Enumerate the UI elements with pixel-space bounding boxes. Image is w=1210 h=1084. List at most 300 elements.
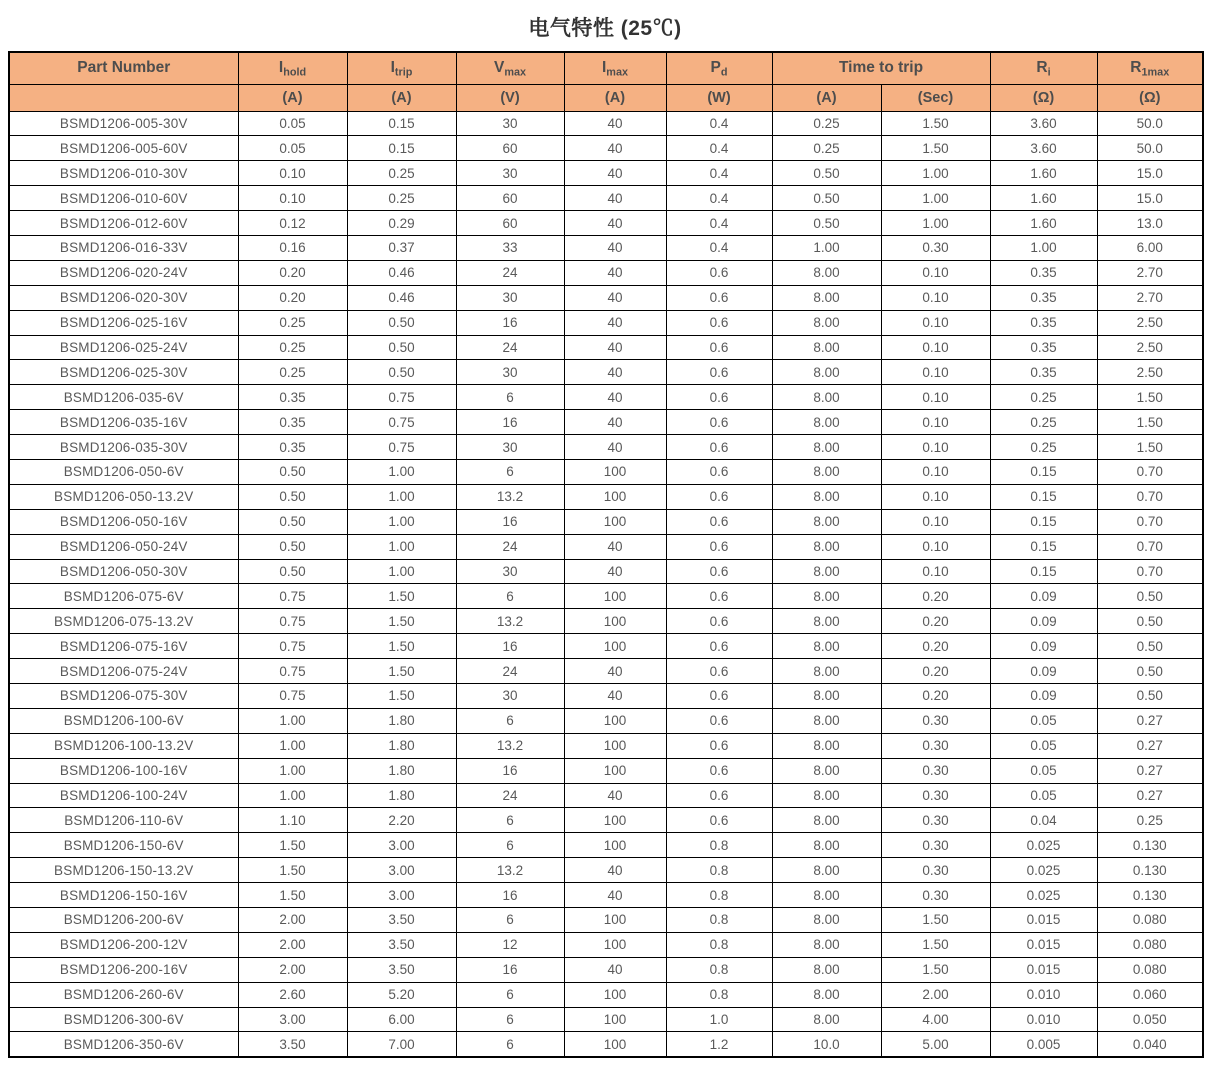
value-cell: 0.70 [1097, 509, 1203, 534]
value-cell: 0.35 [238, 385, 347, 410]
value-cell: 0.25 [238, 310, 347, 335]
part-number-cell: BSMD1206-075-13.2V [9, 609, 238, 634]
value-cell: 6.00 [1097, 235, 1203, 260]
col-header-time-to-trip: Time to trip [772, 52, 990, 84]
value-cell: 16 [456, 957, 564, 982]
value-cell: 0.09 [990, 584, 1097, 609]
value-cell: 100 [564, 484, 666, 509]
value-cell: 1.50 [881, 932, 990, 957]
value-cell: 2.00 [238, 932, 347, 957]
value-cell: 0.10 [238, 186, 347, 211]
value-cell: 40 [564, 335, 666, 360]
value-cell: 8.00 [772, 634, 881, 659]
value-cell: 1.50 [881, 111, 990, 136]
value-cell: 0.15 [347, 111, 456, 136]
part-number-cell: BSMD1206-100-24V [9, 783, 238, 808]
value-cell: 0.025 [990, 858, 1097, 883]
value-cell: 0.10 [881, 310, 990, 335]
part-number-cell: BSMD1206-075-6V [9, 584, 238, 609]
value-cell: 0.15 [990, 559, 1097, 584]
value-cell: 8.00 [772, 509, 881, 534]
header-units-row [9, 84, 1203, 111]
value-cell: 0.6 [666, 459, 772, 484]
value-cell: 1.00 [347, 559, 456, 584]
value-cell: 0.10 [881, 534, 990, 559]
value-cell: 1.80 [347, 783, 456, 808]
value-cell: 1.80 [347, 708, 456, 733]
table-header [9, 52, 1203, 111]
value-cell: 0.130 [1097, 883, 1203, 908]
value-cell: 0.50 [1097, 683, 1203, 708]
value-cell: 40 [564, 957, 666, 982]
value-cell: 8.00 [772, 260, 881, 285]
value-cell: 0.27 [1097, 733, 1203, 758]
value-cell: 8.00 [772, 833, 881, 858]
value-cell: 0.130 [1097, 833, 1203, 858]
value-cell: 0.25 [347, 161, 456, 186]
value-cell: 0.6 [666, 659, 772, 684]
value-cell: 0.70 [1097, 484, 1203, 509]
value-cell: 0.080 [1097, 932, 1203, 957]
value-cell: 0.6 [666, 310, 772, 335]
value-cell: 2.00 [881, 982, 990, 1007]
value-cell: 0.09 [990, 609, 1097, 634]
value-cell: 2.70 [1097, 285, 1203, 310]
part-number-cell: BSMD1206-150-13.2V [9, 858, 238, 883]
unit-itrip: (A) [347, 84, 456, 111]
value-cell: 0.8 [666, 957, 772, 982]
value-cell: 24 [456, 534, 564, 559]
value-cell: 0.35 [990, 335, 1097, 360]
value-cell: 1.00 [238, 758, 347, 783]
value-cell: 16 [456, 883, 564, 908]
value-cell: 0.010 [990, 982, 1097, 1007]
table-row [9, 1007, 1203, 1032]
value-cell: 0.75 [238, 683, 347, 708]
value-cell: 40 [564, 161, 666, 186]
value-cell: 0.8 [666, 833, 772, 858]
value-cell: 0.6 [666, 435, 772, 460]
value-cell: 0.8 [666, 883, 772, 908]
value-cell: 8.00 [772, 858, 881, 883]
value-cell: 0.6 [666, 683, 772, 708]
value-cell: 24 [456, 335, 564, 360]
value-cell: 3.00 [347, 858, 456, 883]
value-cell: 1.80 [347, 758, 456, 783]
part-number-cell: BSMD1206-020-24V [9, 260, 238, 285]
value-cell: 1.50 [238, 833, 347, 858]
value-cell: 0.35 [238, 435, 347, 460]
value-cell: 100 [564, 758, 666, 783]
value-cell: 8.00 [772, 1007, 881, 1032]
value-cell: 0.35 [990, 285, 1097, 310]
value-cell: 0.10 [881, 260, 990, 285]
value-cell: 0.20 [881, 609, 990, 634]
col-header-itrip: $I_{trip}$ [347, 52, 456, 84]
value-cell: 0.50 [1097, 584, 1203, 609]
part-number-cell: BSMD1206-050-16V [9, 509, 238, 534]
table-row [9, 833, 1203, 858]
value-cell: 100 [564, 509, 666, 534]
value-cell: 1.50 [347, 584, 456, 609]
value-cell: 100 [564, 982, 666, 1007]
value-cell: 6 [456, 908, 564, 933]
table-row [9, 858, 1203, 883]
table-row [9, 484, 1203, 509]
value-cell: 40 [564, 410, 666, 435]
part-number-cell: BSMD1206-200-16V [9, 957, 238, 982]
value-cell: 0.6 [666, 783, 772, 808]
value-cell: 1.00 [881, 211, 990, 236]
value-cell: 6 [456, 584, 564, 609]
part-number-cell: BSMD1206-020-30V [9, 285, 238, 310]
table-row [9, 136, 1203, 161]
value-cell: 0.30 [881, 883, 990, 908]
value-cell: 0.25 [238, 335, 347, 360]
value-cell: 1.00 [772, 235, 881, 260]
part-number-cell: BSMD1206-050-30V [9, 559, 238, 584]
table-row [9, 1032, 1203, 1057]
value-cell: 1.00 [347, 484, 456, 509]
value-cell: 1.50 [347, 659, 456, 684]
value-cell: 1.00 [238, 733, 347, 758]
value-cell: 0.16 [238, 235, 347, 260]
value-cell: 16 [456, 758, 564, 783]
part-number-cell: BSMD1206-100-6V [9, 708, 238, 733]
value-cell: 8.00 [772, 883, 881, 908]
value-cell: 0.6 [666, 335, 772, 360]
value-cell: 3.50 [238, 1032, 347, 1057]
value-cell: 3.50 [347, 908, 456, 933]
value-cell: 2.50 [1097, 360, 1203, 385]
value-cell: 0.27 [1097, 708, 1203, 733]
table-row [9, 733, 1203, 758]
col-header-part-number: Part Number [9, 52, 238, 84]
value-cell: 0.8 [666, 858, 772, 883]
value-cell: 0.35 [990, 360, 1097, 385]
value-cell: 40 [564, 310, 666, 335]
part-number-cell: BSMD1206-010-30V [9, 161, 238, 186]
value-cell: 0.8 [666, 982, 772, 1007]
value-cell: 0.005 [990, 1032, 1097, 1057]
value-cell: 40 [564, 783, 666, 808]
value-cell: 6 [456, 982, 564, 1007]
table-row [9, 883, 1203, 908]
part-number-cell: BSMD1206-200-6V [9, 908, 238, 933]
value-cell: 0.75 [347, 435, 456, 460]
value-cell: 8.00 [772, 982, 881, 1007]
value-cell: 0.8 [666, 908, 772, 933]
value-cell: 13.2 [456, 609, 564, 634]
value-cell: 3.00 [347, 833, 456, 858]
value-cell: 0.8 [666, 932, 772, 957]
value-cell: 0.50 [772, 211, 881, 236]
part-number-cell: BSMD1206-010-60V [9, 186, 238, 211]
part-number-cell: BSMD1206-300-6V [9, 1007, 238, 1032]
value-cell: 0.15 [990, 484, 1097, 509]
value-cell: 0.080 [1097, 957, 1203, 982]
value-cell: 0.50 [238, 459, 347, 484]
value-cell: 0.6 [666, 260, 772, 285]
value-cell: 3.50 [347, 932, 456, 957]
table-row [9, 310, 1203, 335]
table-row [9, 260, 1203, 285]
value-cell: 1.50 [1097, 410, 1203, 435]
value-cell: 60 [456, 211, 564, 236]
value-cell: 0.10 [881, 410, 990, 435]
value-cell: 0.20 [238, 260, 347, 285]
value-cell: 0.025 [990, 883, 1097, 908]
value-cell: 0.10 [881, 459, 990, 484]
value-cell: 0.35 [990, 310, 1097, 335]
value-cell: 6 [456, 1007, 564, 1032]
value-cell: 0.10 [881, 385, 990, 410]
value-cell: 0.6 [666, 758, 772, 783]
table-row [9, 335, 1203, 360]
value-cell: 0.30 [881, 858, 990, 883]
part-number-cell: BSMD1206-035-16V [9, 410, 238, 435]
value-cell: 40 [564, 683, 666, 708]
value-cell: 8.00 [772, 708, 881, 733]
value-cell: 15.0 [1097, 186, 1203, 211]
value-cell: 0.6 [666, 584, 772, 609]
col-header-pd: $P_d$ [666, 52, 772, 84]
part-number-cell: BSMD1206-050-13.2V [9, 484, 238, 509]
value-cell: 8.00 [772, 559, 881, 584]
value-cell: 0.6 [666, 708, 772, 733]
value-cell: 0.09 [990, 659, 1097, 684]
value-cell: 1.50 [881, 136, 990, 161]
value-cell: 50.0 [1097, 111, 1203, 136]
value-cell: 0.20 [881, 634, 990, 659]
col-header-r1max: $R_{1max}$ [1097, 52, 1203, 84]
value-cell: 30 [456, 683, 564, 708]
value-cell: 0.20 [881, 584, 990, 609]
table-row [9, 459, 1203, 484]
part-number-cell: BSMD1206-025-16V [9, 310, 238, 335]
value-cell: 0.70 [1097, 534, 1203, 559]
table-row [9, 111, 1203, 136]
value-cell: 15.0 [1097, 161, 1203, 186]
value-cell: 6 [456, 1032, 564, 1057]
value-cell: 8.00 [772, 285, 881, 310]
unit-ri: (Ω) [990, 84, 1097, 111]
table-row [9, 808, 1203, 833]
part-number-cell: BSMD1206-025-24V [9, 335, 238, 360]
value-cell: 0.050 [1097, 1007, 1203, 1032]
value-cell: 8.00 [772, 957, 881, 982]
value-cell: 2.60 [238, 982, 347, 1007]
value-cell: 8.00 [772, 683, 881, 708]
value-cell: 0.75 [238, 584, 347, 609]
value-cell: 40 [564, 285, 666, 310]
part-number-cell: BSMD1206-100-16V [9, 758, 238, 783]
value-cell: 1.00 [347, 534, 456, 559]
value-cell: 0.50 [347, 360, 456, 385]
value-cell: 1.50 [881, 908, 990, 933]
value-cell: 16 [456, 509, 564, 534]
value-cell: 8.00 [772, 758, 881, 783]
value-cell: 60 [456, 186, 564, 211]
value-cell: 100 [564, 1032, 666, 1057]
part-number-cell: BSMD1206-350-6V [9, 1032, 238, 1057]
table-row [9, 186, 1203, 211]
value-cell: 100 [564, 609, 666, 634]
value-cell: 8.00 [772, 534, 881, 559]
header-names-row [9, 52, 1203, 84]
value-cell: 1.50 [1097, 435, 1203, 460]
unit-part-number [9, 84, 238, 111]
value-cell: 0.6 [666, 410, 772, 435]
part-number-cell: BSMD1206-150-6V [9, 833, 238, 858]
value-cell: 50.0 [1097, 136, 1203, 161]
value-cell: 100 [564, 1007, 666, 1032]
part-number-cell: BSMD1206-150-16V [9, 883, 238, 908]
value-cell: 0.37 [347, 235, 456, 260]
value-cell: 0.50 [238, 559, 347, 584]
value-cell: 0.15 [990, 534, 1097, 559]
value-cell: 8.00 [772, 310, 881, 335]
value-cell: 100 [564, 584, 666, 609]
value-cell: 0.70 [1097, 559, 1203, 584]
value-cell: 7.00 [347, 1032, 456, 1057]
value-cell: 0.05 [990, 733, 1097, 758]
value-cell: 0.4 [666, 211, 772, 236]
value-cell: 0.130 [1097, 858, 1203, 883]
value-cell: 0.30 [881, 235, 990, 260]
value-cell: 1.60 [990, 211, 1097, 236]
value-cell: 1.00 [347, 459, 456, 484]
value-cell: 0.50 [347, 335, 456, 360]
value-cell: 2.20 [347, 808, 456, 833]
value-cell: 0.50 [347, 310, 456, 335]
value-cell: 0.30 [881, 783, 990, 808]
value-cell: 0.25 [772, 111, 881, 136]
value-cell: 0.6 [666, 385, 772, 410]
value-cell: 0.25 [238, 360, 347, 385]
value-cell: 1.00 [990, 235, 1097, 260]
table-row [9, 659, 1203, 684]
value-cell: 100 [564, 634, 666, 659]
value-cell: 6 [456, 833, 564, 858]
part-number-cell: BSMD1206-075-16V [9, 634, 238, 659]
value-cell: 0.30 [881, 833, 990, 858]
unit-vmax: (V) [456, 84, 564, 111]
value-cell: 0.05 [238, 111, 347, 136]
value-cell: 0.015 [990, 957, 1097, 982]
value-cell: 16 [456, 634, 564, 659]
table-row [9, 609, 1203, 634]
value-cell: 40 [564, 883, 666, 908]
part-number-cell: BSMD1206-016-33V [9, 235, 238, 260]
value-cell: 13.0 [1097, 211, 1203, 236]
value-cell: 2.00 [238, 957, 347, 982]
value-cell: 0.6 [666, 634, 772, 659]
value-cell: 30 [456, 161, 564, 186]
value-cell: 0.30 [881, 708, 990, 733]
value-cell: 13.2 [456, 484, 564, 509]
value-cell: 1.50 [238, 883, 347, 908]
value-cell: 0.25 [990, 410, 1097, 435]
value-cell: 100 [564, 808, 666, 833]
value-cell: 1.50 [347, 609, 456, 634]
table-row [9, 708, 1203, 733]
table-row [9, 235, 1203, 260]
unit-time-to-trip-a: (A) [772, 84, 881, 111]
value-cell: 40 [564, 186, 666, 211]
value-cell: 0.46 [347, 285, 456, 310]
part-number-cell: BSMD1206-050-24V [9, 534, 238, 559]
value-cell: 0.10 [881, 285, 990, 310]
col-header-ihold: $I_{hold}$ [238, 52, 347, 84]
value-cell: 0.09 [990, 634, 1097, 659]
value-cell: 6.00 [347, 1007, 456, 1032]
value-cell: 6 [456, 459, 564, 484]
value-cell: 0.50 [1097, 609, 1203, 634]
value-cell: 2.70 [1097, 260, 1203, 285]
value-cell: 0.10 [881, 335, 990, 360]
table-row [9, 435, 1203, 460]
table-row [9, 534, 1203, 559]
part-number-cell: BSMD1206-050-6V [9, 459, 238, 484]
value-cell: 8.00 [772, 584, 881, 609]
value-cell: 1.10 [238, 808, 347, 833]
table-row [9, 758, 1203, 783]
value-cell: 0.25 [347, 186, 456, 211]
value-cell: 1.50 [238, 858, 347, 883]
value-cell: 0.05 [990, 758, 1097, 783]
value-cell: 2.50 [1097, 310, 1203, 335]
table-row [9, 385, 1203, 410]
value-cell: 0.70 [1097, 459, 1203, 484]
part-number-cell: BSMD1206-110-6V [9, 808, 238, 833]
part-number-cell: BSMD1206-005-30V [9, 111, 238, 136]
value-cell: 30 [456, 559, 564, 584]
value-cell: 0.05 [238, 136, 347, 161]
unit-ihold: (A) [238, 84, 347, 111]
value-cell: 1.80 [347, 733, 456, 758]
unit-time-to-trip-sec: (Sec) [881, 84, 990, 111]
value-cell: 0.010 [990, 1007, 1097, 1032]
value-cell: 8.00 [772, 932, 881, 957]
value-cell: 8.00 [772, 459, 881, 484]
value-cell: 8.00 [772, 609, 881, 634]
value-cell: 30 [456, 111, 564, 136]
unit-pd: (W) [666, 84, 772, 111]
value-cell: 40 [564, 385, 666, 410]
part-number-cell: BSMD1206-035-6V [9, 385, 238, 410]
part-number-cell: BSMD1206-012-60V [9, 211, 238, 236]
value-cell: 0.30 [881, 758, 990, 783]
value-cell: 0.09 [990, 683, 1097, 708]
value-cell: 3.60 [990, 136, 1097, 161]
value-cell: 0.15 [990, 459, 1097, 484]
value-cell: 3.00 [347, 883, 456, 908]
value-cell: 0.10 [881, 559, 990, 584]
value-cell: 1.50 [1097, 385, 1203, 410]
value-cell: 2.50 [1097, 335, 1203, 360]
value-cell: 1.00 [881, 186, 990, 211]
table-row [9, 211, 1203, 236]
value-cell: 0.50 [238, 484, 347, 509]
value-cell: 0.35 [990, 260, 1097, 285]
value-cell: 0.75 [347, 410, 456, 435]
value-cell: 0.25 [990, 385, 1097, 410]
value-cell: 12 [456, 932, 564, 957]
value-cell: 0.10 [881, 360, 990, 385]
part-number-cell: BSMD1206-035-30V [9, 435, 238, 460]
value-cell: 0.15 [347, 136, 456, 161]
